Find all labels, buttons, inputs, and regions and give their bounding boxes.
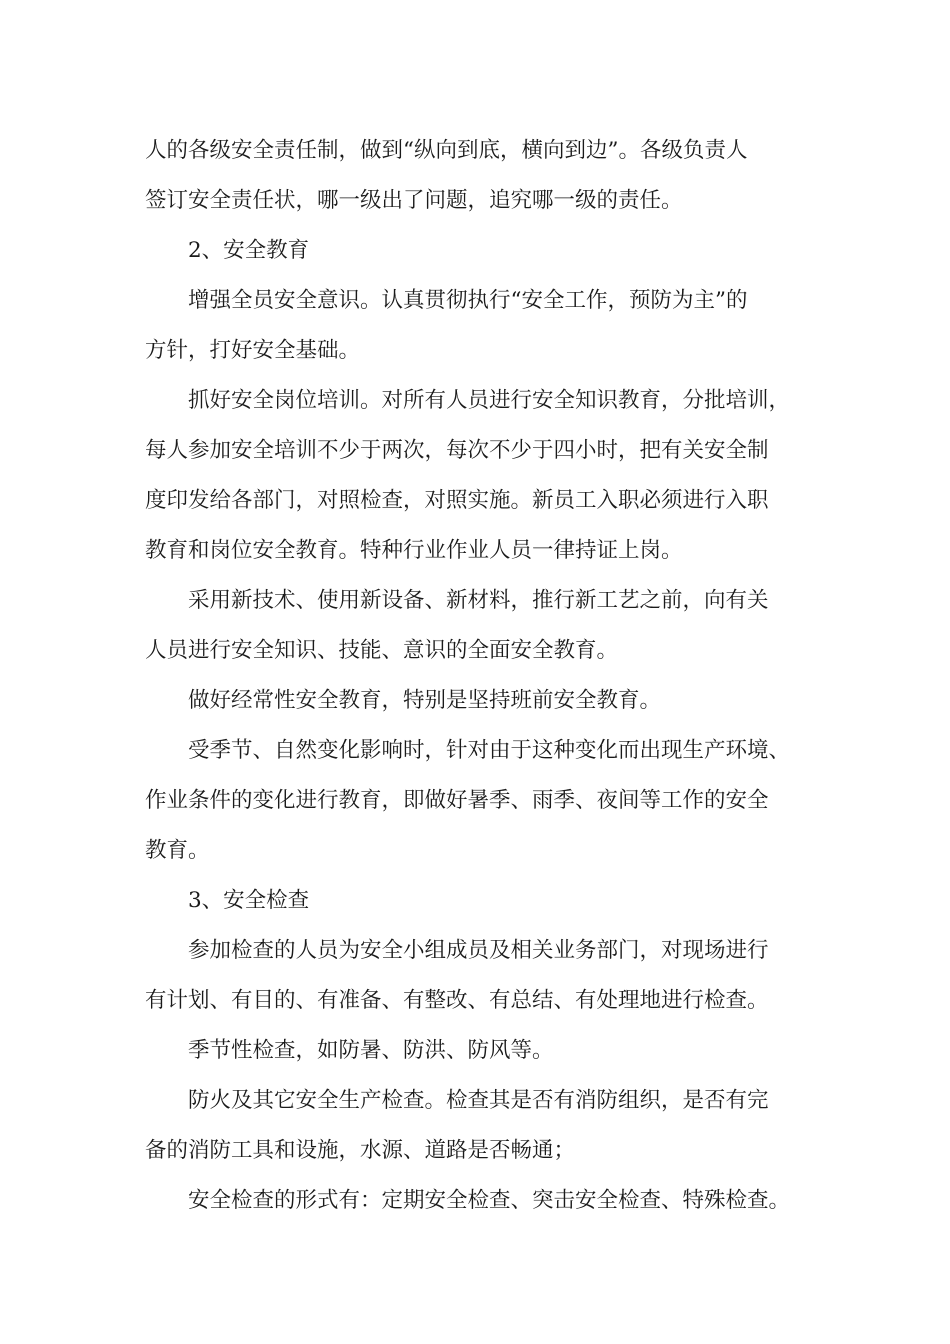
text-line: 人的各级安全责任制，做到“纵向到底，横向到边”。各级负责人 (145, 138, 748, 163)
text-line: 增强全员安全意识。认真贯彻执行“安全工作，预防为主”的 (188, 288, 748, 313)
text-line: 防火及其它安全生产检查。检查其是否有消防组织，是否有完 (188, 1088, 769, 1113)
text-line: 做好经常性安全教育，特别是坚持班前安全教育。 (188, 688, 662, 713)
section-heading: 2、安全教育 (188, 238, 310, 263)
text-line: 采用新技术、使用新设备、新材料，推行新工艺之前，向有关 (188, 588, 769, 613)
text-line: 度印发给各部门，对照检查，对照实施。新员工入职必须进行入职 (145, 488, 769, 513)
text-line: 每人参加安全培训不少于两次，每次不少于四小时，把有关安全制 (145, 438, 769, 463)
text-line: 有计划、有目的、有准备、有整改、有总结、有处理地进行检查。 (145, 988, 769, 1013)
section-heading: 3、安全检查 (188, 888, 310, 913)
text-line: 签订安全责任状，哪一级出了问题，追究哪一级的责任。 (145, 188, 683, 213)
text-line: 参加检查的人员为安全小组成员及相关业务部门，对现场进行 (188, 938, 769, 963)
text-line: 抓好安全岗位培训。对所有人员进行安全知识教育，分批培训， (188, 388, 791, 413)
text-line: 受季节、自然变化影响时，针对由于这种变化而出现生产环境、 (188, 738, 791, 763)
text-line: 安全检查的形式有：定期安全检查、突击安全检查、特殊检查。 (188, 1188, 791, 1213)
text-line: 教育和岗位安全教育。特种行业作业人员一律持证上岗。 (145, 538, 683, 563)
text-line: 方针，打好安全基础。 (145, 338, 361, 363)
text-line: 季节性检查，如防暑、防洪、防风等。 (188, 1038, 554, 1063)
text-line: 人员进行安全知识、技能、意识的全面安全教育。 (145, 638, 619, 663)
text-line: 教育。 (145, 838, 210, 863)
document-body (145, 126, 805, 1226)
text-line: 备的消防工具和设施，水源、道路是否畅通； (145, 1138, 576, 1163)
text-line: 作业条件的变化进行教育，即做好暑季、雨季、夜间等工作的安全 (145, 788, 769, 813)
